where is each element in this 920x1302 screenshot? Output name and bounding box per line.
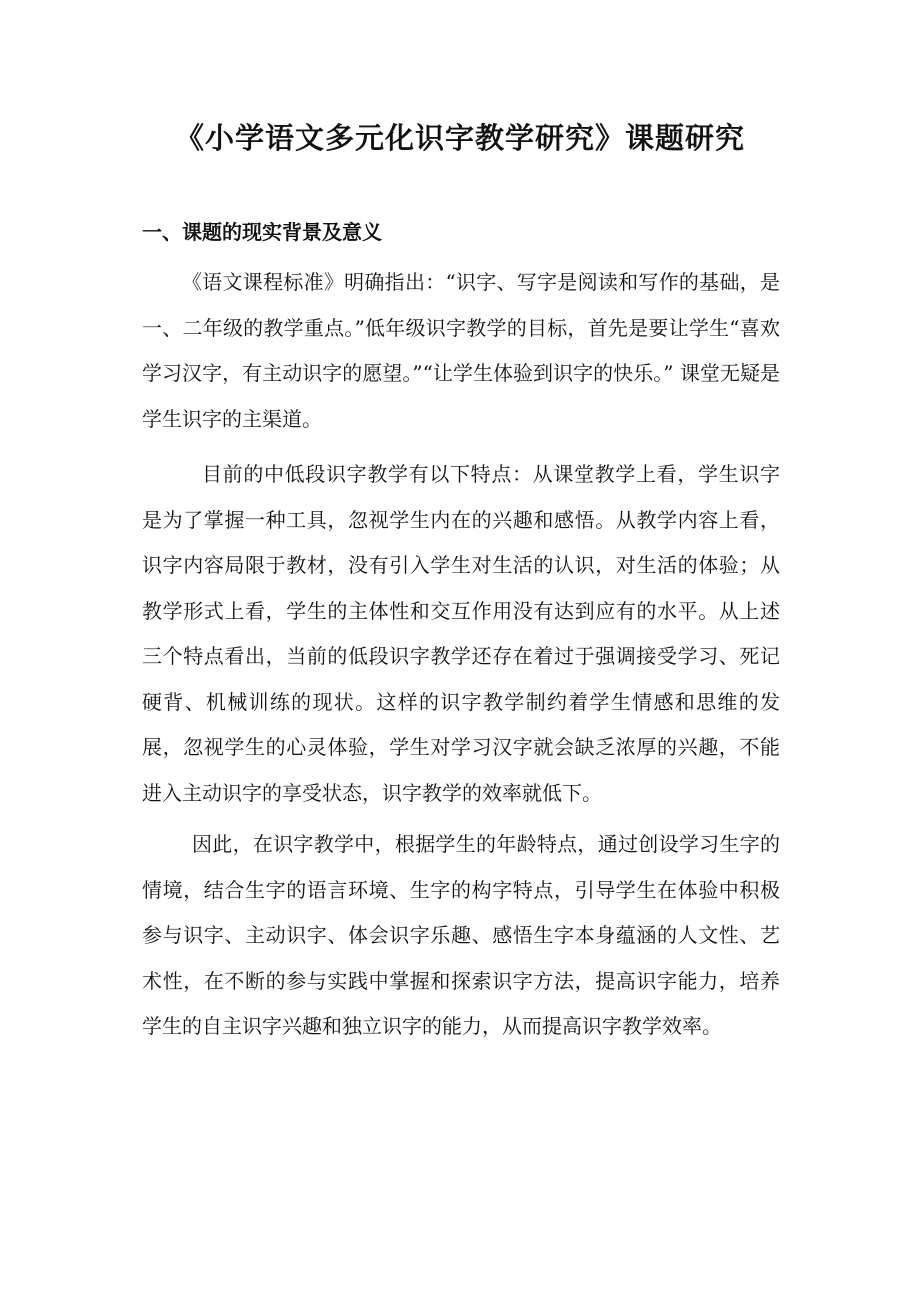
- paragraph-background: 《语文课程标准》明确指出：“识字、写字是阅读和写作的基础，是一、二年级的教学重点。”低年级识字教学的目标，首先是要让学生“喜欢学习汉字，有主动识字的愿望。”“让学生体验到识字的快乐。” 课堂无疑是学生识字的主渠道。: [142, 270, 780, 431]
- paragraph-significance: 因此，在识字教学中，根据学生的年龄特点，通过创设学习生字的情境，结合生字的语言环境、生字的构字特点，引导学生在体验中积极参与识字、主动识字、体会识字乐趣、感悟生字本身蕴涵的人文性、艺术性，在不断的参与实践中掌握和探索识字方法，提高识字能力，培养学生的自主识字兴趣和独立识字的能力，从而提高识字教学效率。: [142, 832, 780, 1038]
- section-heading: 一、课题的现实背景及意义: [142, 220, 382, 244]
- paragraph-current-features: 目前的中低段识字教学有以下特点：从课堂教学上看，学生识字是为了掌握一种工具，忽视学生内在的兴趣和感悟。从教学内容上看，识字内容局限于教材，没有引入学生对生活的认识，对生活的体验；从教学形式上看，学生的主体性和交互作用没有达到应有的水平。从上述三个特点看出，当前的低段识字教学还存在着过于强调接受学习、死记硬背、机械训练的现状。这样的识字教学制约着学生情感和思维的发展，忽视学生的心灵体验，学生对学习汉字就会缺乏浓厚的兴趣，不能进入主动识字的享受状态，识字教学的效率就低下。: [142, 462, 780, 805]
- document-title: 《小学语文多元化识字教学研究》课题研究: [174, 121, 745, 155]
